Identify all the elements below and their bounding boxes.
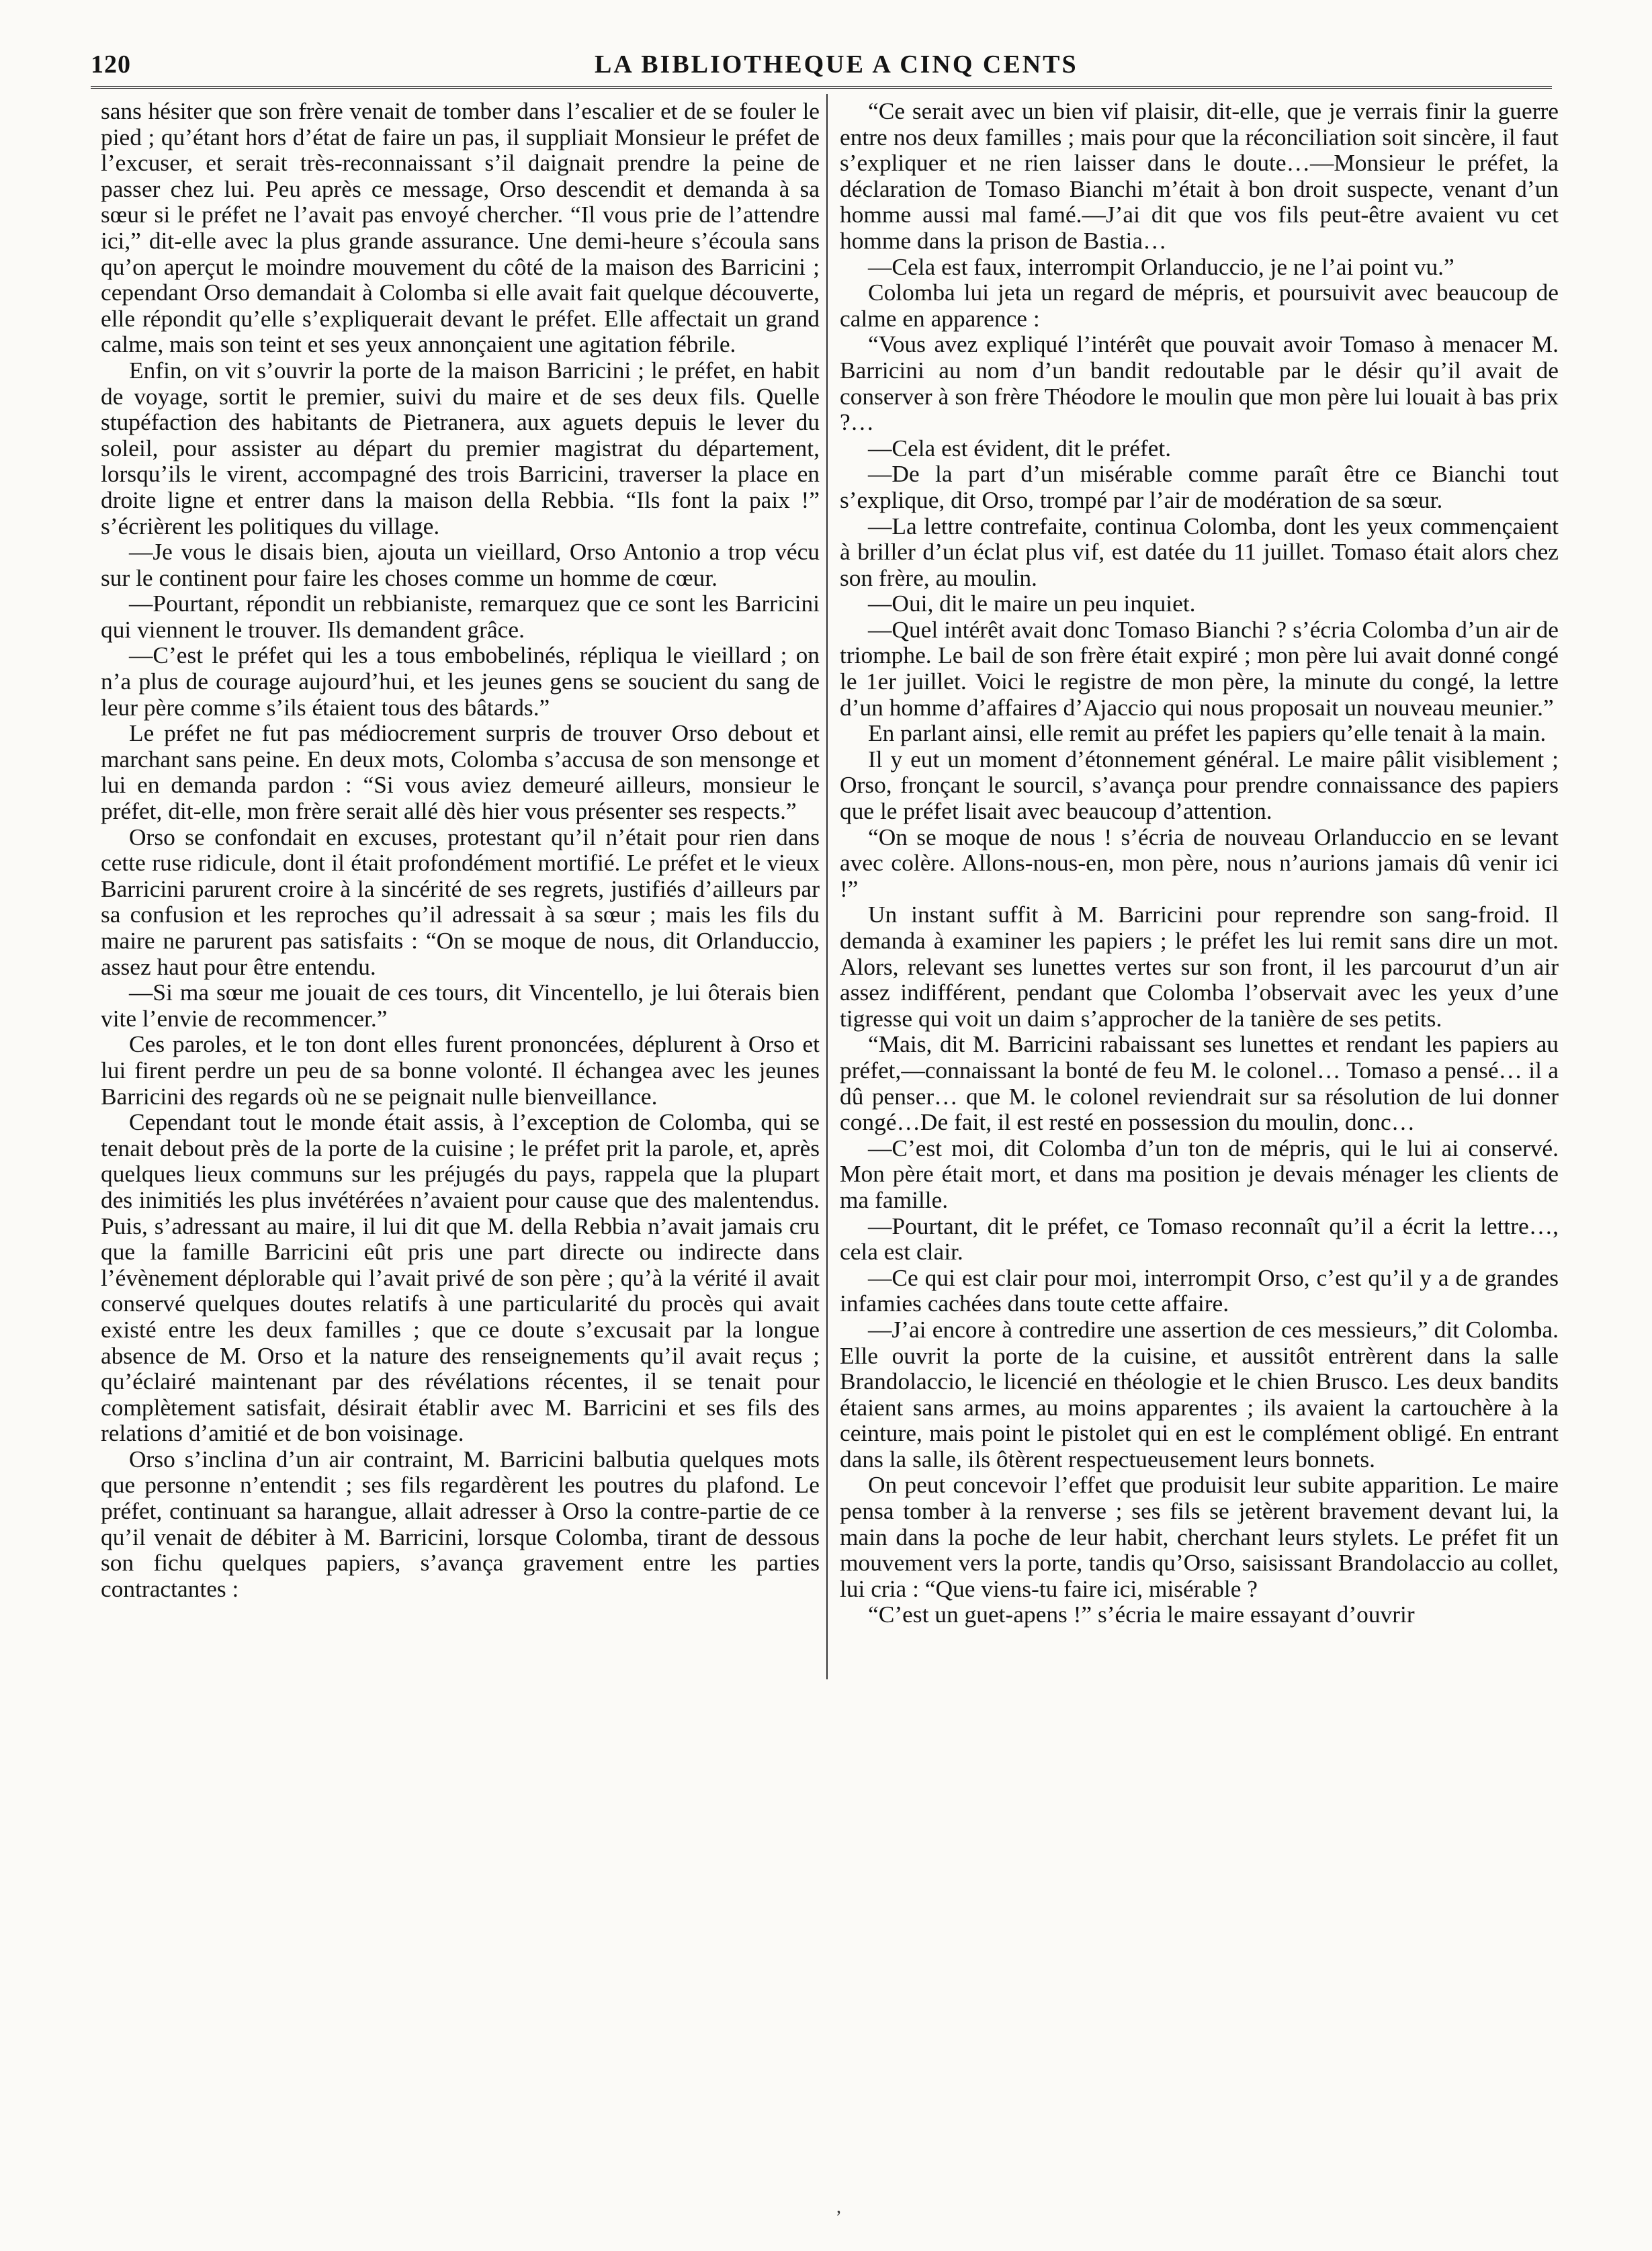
paragraph: —Pourtant, répondit un rebbianiste, remarquez que ce sont les Barricini qui viennent le trouver. Ils demandent grâce. xyxy=(101,590,820,643)
paragraph: —De la part d’un misérable comme paraît être ce Bianchi tout s’explique, dit Orso, trompé par l’air de modération de sa sœur. xyxy=(840,460,1559,513)
left-column xyxy=(101,98,820,1601)
paragraph: sans hésiter que son frère venait de tomber dans l’escalier et de se fouler le pied ; qu’étant hors d’état de faire un pas, il suppliait Monsieur le préfet de l’excuser, et serait très-reconnaissant s’il daignait prendre la peine de passer chez lui. Peu après ce message, Orso descendit et demanda à sa sœur si le préfet ne l’avait pas envoyé chercher. “Il vous prie de l’attendre ici,” dit-elle avec la plus grande assurance. Une demi-heure s’écoula sans qu’on aperçut le moindre mouvement du côté de la maison des Barricini ; cependant Orso demandait à Colomba si elle avait fait quelque découverte, elle répondit qu’elle s’expliquerait devant le préfet. Elle affectait un grand calme, mais son teint et ses yeux annonçaient une agitation fébrile. xyxy=(101,97,820,358)
header-rule xyxy=(91,86,1552,89)
paragraph: —Pourtant, dit le préfet, ce Tomaso reconnaît qu’il a écrit la lettre…, cela est clair. xyxy=(840,1212,1559,1266)
paragraph: —Je vous le disais bien, ajouta un vieillard, Orso Antonio a trop vécu sur le continent pour faire les choses comme un homme de cœur. xyxy=(101,538,820,591)
paragraph: “Ce serait avec un bien vif plaisir, dit-elle, que je verrais finir la guerre entre nos deux familles ; mais pour que la réconciliation soit sincère, il faut s’expliquer et ne rien laisser dans le doute…—Monsieur le préfet, la déclaration de Tomaso Bianchi m’était à bon droit suspecte, venant d’un homme aussi mal famé.—J’ai dit que vos fils peut-être avaient vu cet homme dans la prison de Bastia… xyxy=(840,97,1559,254)
paragraph: “Mais, dit M. Barricini rabaissant ses lunettes et rendant les papiers au préfet,—connaissant la bonté de feu M. le colonel… Tomaso a pensé… il a dû penser… que M. le colonel reviendrait sur sa résolution de lui donner congé…De fait, il est resté en possession du moulin, donc… xyxy=(840,1030,1559,1136)
paragraph: —C’est le préfet qui les a tous embobelinés, répliqua le vieillard ; on n’a plus de courage aujourd’hui, et les jeunes gens se soucient du sang de leur père comme s’ils étaient tous des bâtards.” xyxy=(101,642,820,721)
paragraph: Cependant tout le monde était assis, à l’exception de Colomba, qui se tenait debout près de la porte de la cuisine ; le préfet prit la parole, et, après quelques lieux communs sur les préjugés du pays, rappela que la plupart des inimitiés les plus invétérées n’avaient pour cause que des malentendus. Puis, s’adressant au maire, il lui dit que M. della Rebbia n’avait jamais cru que la famille Barricini eût pris une part directe ou indirecte dans l’évènement déplorable qui l’avait privé de son père ; qu’à la vérité il avait conservé quelques doutes relatifs à une particularité du procès qui avait existé entre les deux familles ; que ce doute s’excusait par la longue absence de M. Orso et la nature des renseignements qu’il avait reçus ; qu’éclairé maintenant par des révélations récentes, il se tenait pour complètement satisfait, désirait établir avec M. Barricini et ses fils des relations d’amitié et de bon voisinage. xyxy=(101,1108,820,1447)
paragraph: Le préfet ne fut pas médiocrement surpris de trouver Orso debout et marchant sans peine. En deux mots, Colomba s’accusa de son mensonge et lui en demanda pardon : “Si vous aviez demeuré ailleurs, monsieur le préfet, dit-elle, mon frère serait allé dès hier vous présenter ses respects.” xyxy=(101,719,820,825)
paragraph: —C’est moi, dit Colomba d’un ton de mépris, qui le lui ai conservé. Mon père était mort, et dans ma position je devais ménager les clients de ma famille. xyxy=(840,1134,1559,1213)
paragraph: —Si ma sœur me jouait de ces tours, dit Vincentello, je lui ôterais bien vite l’envie de recommencer.” xyxy=(101,979,820,1032)
paragraph: —Oui, dit le maire un peu inquiet. xyxy=(868,590,1196,617)
right-column xyxy=(840,98,1559,1628)
paragraph: Ces paroles, et le ton dont elles furent prononcées, déplurent à Orso et lui firent perdre un peu de sa bonne volonté. Il échangea avec les jeunes Barricini des regards où ne se peignait nulle bienveillance. xyxy=(101,1030,820,1110)
paragraph: —Quel intérêt avait donc Tomaso Bianchi ? s’écria Colomba d’un air de triomphe. Le bail de son frère était expiré ; mon père lui avait donné congé le 1er juillet. Voici le registre de mon père, la minute du congé, la lettre d’un homme d’affaires d’Ajaccio qui nous proposait un nouveau meunier.” xyxy=(840,615,1559,721)
paragraph: “On se moque de nous ! s’écria de nouveau Orlanduccio en se levant avec colère. Allons-nous-en, mon père, nous n’aurions jamais dû venir ici !” xyxy=(840,823,1559,902)
paragraph: —J’ai encore à contredire une assertion de ces messieurs,” dit Colomba. Elle ouvrit la porte de la cuisine, et aussitôt entrèrent dans la salle Brandolaccio, le licencié en théologie et le chien Brusco. Les deux bandits étaient sans armes, au moins apparentes ; ils avaient la cartouchère à la ceinture, mais point le pistolet qui en est le complément obligé. En entrant dans la salle, ils ôtèrent respectueusement leurs bonnets. xyxy=(840,1315,1559,1472)
running-title: LA BIBLIOTHEQUE A CINQ CENTS xyxy=(595,50,1078,79)
paragraph: Enfin, on vit s’ouvrir la porte de la maison Barricini ; le préfet, en habit de voyage, sortit le premier, suivi du maire et de ses deux fils. Quelle stupéfaction des habitants de Pietranera, aux aguets depuis le lever du soleil, pour assister au départ du premier magistrat du département, lorsqu’ils le virent, accompagné des trois Barricini, traverser la place en droite ligne et entrer dans la maison della Rebbia. “Ils font la paix !” s’écrièrent les politiques du village. xyxy=(101,356,820,539)
paragraph: Il y eut un moment d’étonnement général. Le maire pâlit visiblement ; Orso, fronçant le sourcil, s’avança pour prendre connaissance des papiers que le préfet lisait avec beaucoup d’attention. xyxy=(840,745,1559,825)
paragraph: —Ce qui est clair pour moi, interrompit Orso, c’est qu’il y a de grandes infamies cachées dans toute cette affaire. xyxy=(840,1264,1559,1317)
paragraph: On peut concevoir l’effet que produisit leur subite apparition. Le maire pensa tomber à la renverse ; ses fils se jetèrent bravement devant lui, la main dans la poche de leur habit, cherchant leurs stylets. Le préfet fit un mouvement vers la porte, tandis qu’Orso, saisissant Brandolaccio au collet, lui cria : “Que viens-tu faire ici, misérable ? xyxy=(840,1471,1559,1602)
paragraph: —La lettre contrefaite, continua Colomba, dont les yeux commençaient à briller d’un éclat plus vif, est datée du 11 juillet. Tomaso était alors chez son frère, au moulin. xyxy=(840,512,1559,591)
paragraph: Colomba lui jeta un regard de mépris, et poursuivit avec beaucoup de calme en apparence : xyxy=(840,279,1559,332)
paragraph: En parlant ainsi, elle remit au préfet les papiers qu’elle tenait à la main. xyxy=(868,719,1547,747)
paragraph: —Cela est faux, interrompit Orlanduccio, je ne l’ai point vu.” xyxy=(868,253,1454,280)
page-number: 120 xyxy=(91,50,131,79)
paragraph: Orso s’inclina d’un air contraint, M. Barricini balbutia quelques mots que personne n’entendit ; ses fils regardèrent les poutres du plafond. Le préfet, continuant sa harangue, allait adresser à Orso la contre-partie de ce qu’il venait de débiter à M. Barricini, lorsque Colomba, tirant de dessous son fichu quelques papiers, s’avança gravement entre les parties contractantes : xyxy=(101,1445,820,1602)
print-mark: , xyxy=(836,2197,841,2217)
paragraph: “Vous avez expliqué l’intérêt que pouvait avoir Tomaso à menacer M. Barricini au nom d’un bandit redoutable par le désir qu’il avait de conserver à son frère Théodore le moulin que mon père lui louait à bas prix ?… xyxy=(840,330,1559,436)
column-divider xyxy=(826,94,828,1679)
paragraph: —Cela est évident, dit le préfet. xyxy=(868,434,1172,461)
paragraph: Un instant suffit à M. Barricini pour reprendre son sang-froid. Il demanda à examiner les papiers ; le préfet les lui remit sans dire un mot. Alors, relevant ses lunettes vertes sur son front, il les parcourut d’un air assez indifférent, pendant que Colomba l’observait avec les yeux d’une tigresse qui voit un daim s’approcher de la tanière de ses petits. xyxy=(840,901,1559,1032)
paragraph: Orso se confondait en excuses, protestant qu’il n’était pour rien dans cette ruse ridicule, dont il était profondément mortifié. Le préfet et le vieux Barricini parurent croire à la sincérité de ses regrets, justifiés d’ailleurs par sa confusion et les reproches qu’il adressait à sa sœur ; mais les fils du maire ne parurent pas satisfaits : “On se moque de nous, dit Orlanduccio, assez haut pour être entendu. xyxy=(101,823,820,980)
paragraph: “C’est un guet-apens !” s’écria le maire essayant d’ouvrir xyxy=(868,1601,1415,1628)
